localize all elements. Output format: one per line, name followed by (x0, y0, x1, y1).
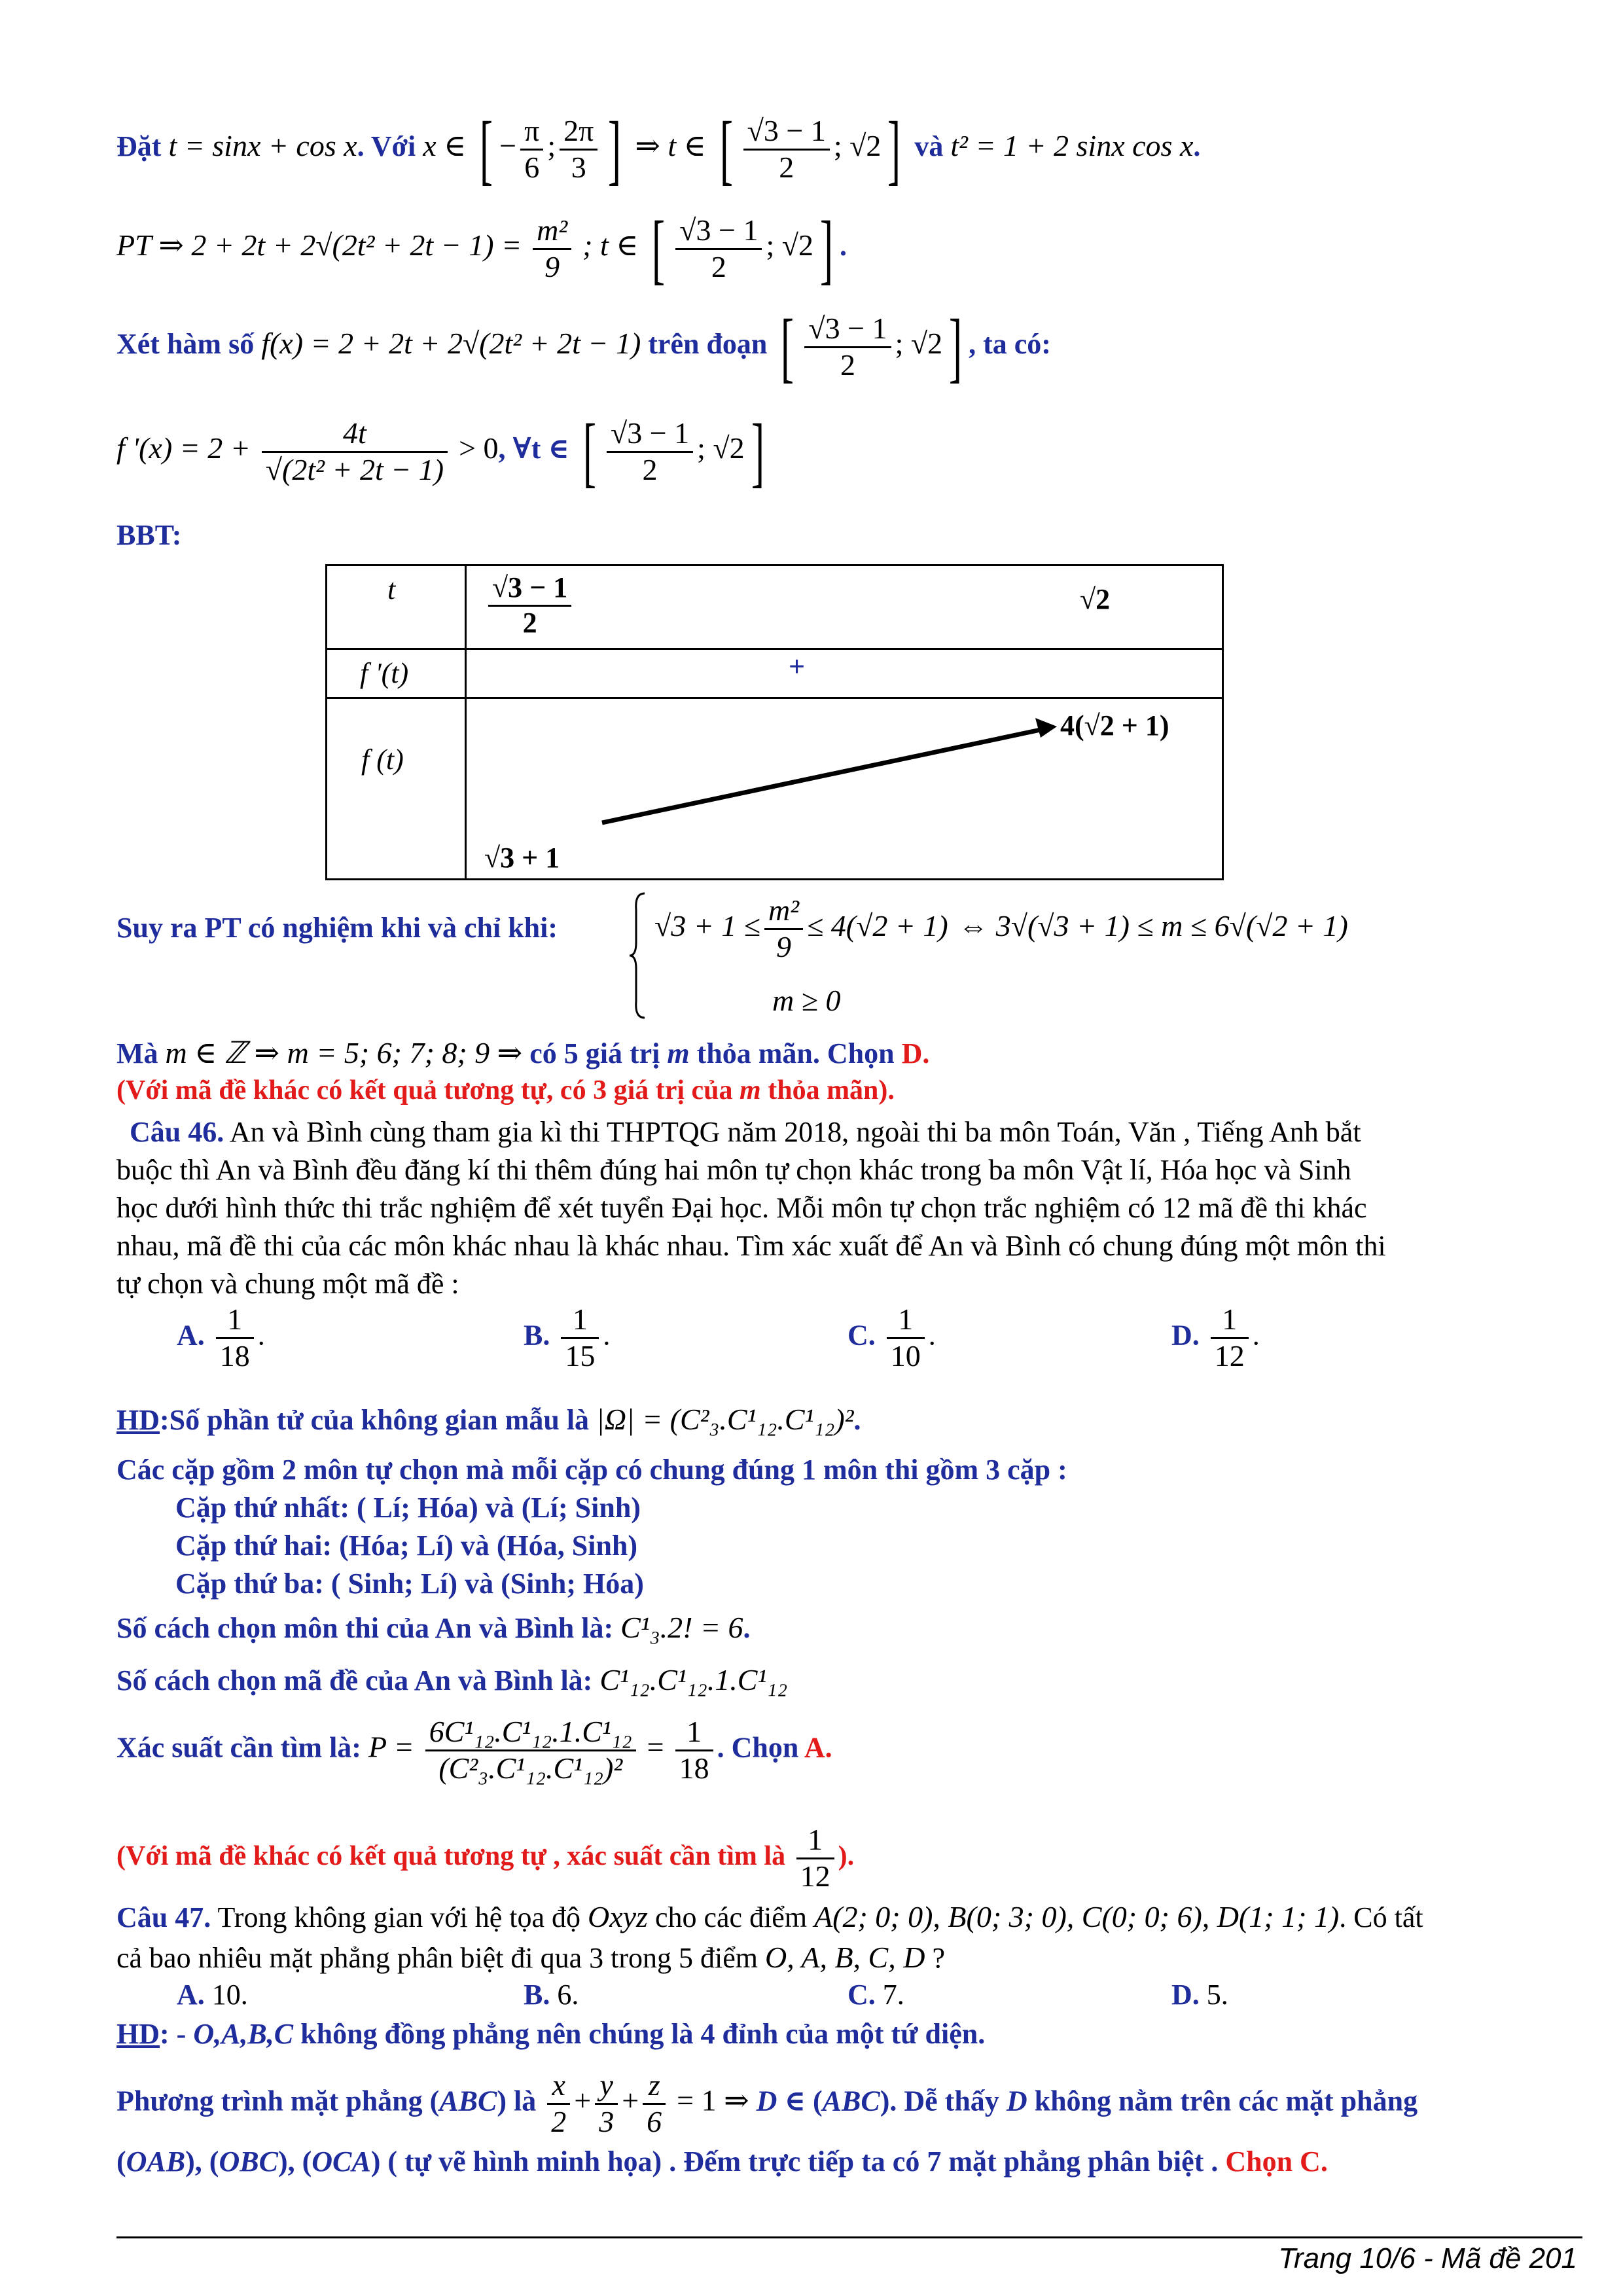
bbt-t-right: √2 (1080, 583, 1111, 615)
q46-hd3: Cặp thứ nhất: ( Lí; Hóa) và (Lí; Sinh) (175, 1492, 641, 1524)
system-result: ⇔ 3√(√3 + 1) ≤ m ≤ 6√(√2 + 1) (958, 908, 1348, 942)
bbt-header-fprime: f '(t) (360, 657, 409, 689)
formula: |Ω| = (C²₃.C¹₁₂.C¹₁₂)² (596, 1403, 854, 1436)
q46-hd2: Các cặp gồm 2 môn tự chọn mà mỗi cặp có chung đúng 1 môn thi gồm 3 cặp : (116, 1454, 1067, 1486)
q47-option-b[interactable]: B. 6. (524, 1979, 579, 2011)
increasing-arrow (327, 566, 1224, 880)
q46-line3: học dưới hình thức thi trắc nghiệm để xét tuyển Đại học. Mỗi môn tự chọn trắc nghiệm có 12 mã đề thi khác (116, 1192, 1367, 1224)
formula: C¹₁₂.C¹₁₂.1.C¹₁₂ (599, 1663, 788, 1696)
q46-option-d[interactable]: D. $\frac{1}{12}$ . (1171, 1302, 1260, 1372)
bbt-header-t: t (387, 573, 396, 605)
formula: f '(x) = 2 + (116, 431, 251, 465)
bbt-header-f: f (t) (361, 744, 404, 776)
q46-option-a[interactable]: A. $\frac{1}{18}$ . (177, 1302, 265, 1372)
formula: PT ⇒ 2 + 2t + 2√(2t² + 2t − 1) = (116, 228, 522, 262)
page-footer: Trang 10/6 - Mã đề 201 (1278, 2242, 1577, 2274)
system-ineq-1: √3 + 1 ≤ $\frac{\text{m²}}{9}$ ≤ 4(√2 + 1) ⇔ 3√(√3 + 1) ≤ m ≤ 6√(√2 + 1) (654, 893, 1348, 963)
q46-line1: Câu 46. An và Bình cùng tham gia kì thi THPTQG năm 2018, ngoài thi ba môn Toán, Văn , Tiếng Anh bắt (130, 1116, 1361, 1148)
system-ineq-2: m ≥ 0 (772, 984, 841, 1017)
text: trên đoạn (648, 328, 768, 361)
sol45-line3: Xét hàm số f(x) = 2 + 2t + 2√(2t² + 2t − 1) trên đoạn [ $\frac{√3 - 1}{2}$ ; √2] , ta có: (116, 303, 1051, 390)
q46-line5: tự chọn và chung một mã đề : (116, 1268, 459, 1300)
fraction: $\frac{\pi}{6}$ (520, 114, 543, 185)
bbt-t-left: $\frac{√3 - 1}{2}$ (484, 571, 575, 639)
fraction: $\frac{\text{m²}}{9}$ (533, 213, 571, 285)
sol45-note: (Với mã đề khác có kết quả tương tự, có 3 giá trị của m thỏa mãn). (116, 1075, 895, 1105)
text: và (914, 130, 944, 163)
sol45-line6: Mà m ∈ ℤ ⇒ m = 5; 6; 7; 8; 9 ⇒ có 5 giá trị m thỏa mãn. Chọn D. (116, 1036, 930, 1069)
question-label: Câu 47. (116, 1901, 211, 1933)
text: Đặt (116, 130, 162, 163)
formula: x ∈ (423, 129, 467, 163)
formula: ; t ∈ (582, 228, 639, 262)
q47-option-d[interactable]: D. 5. (1171, 1979, 1228, 2011)
answer: Chọn C. (1225, 2145, 1328, 2178)
fraction: $\frac{4t}{\text{√(2t² + 2t − 1)}}$ (262, 416, 448, 488)
q47-line2: cả bao nhiêu mặt phẳng phân biệt đi qua 3 trong 5 điểm O, A, B, C, D ? (116, 1941, 945, 1974)
fraction: $\frac{√3 - 1}{2}$ (804, 312, 891, 383)
text: Xét hàm số (116, 328, 255, 361)
bracket-open: [ (480, 105, 493, 192)
sol45-line5 (116, 903, 558, 944)
footer-rule (116, 2236, 1582, 2238)
fraction: $\frac{2\pi}{3}$ (560, 114, 597, 185)
formula: ⇒ t ∈ (635, 129, 706, 163)
variation-table (325, 564, 1224, 880)
q47-hd2: Phương trình mặt phẳng (ABC) là $\frac{x}{2}$ + $\frac{y}{3}$ + $\frac{z}{6}$ = 1 ⇒ D ∈ (ABC). Dễ thấy D không nằm trên các mặt phẳng (116, 2068, 1418, 2138)
q46-hd6: Số cách chọn môn thi của An và Bình là: C¹₃.2! = 6. (116, 1611, 751, 1644)
brace-icon (628, 890, 648, 1021)
q46-line2: buộc thì An và Bình đều đăng kí thi thêm đúng hai môn tự chọn khác trong ba môn Vật lí, Hóa học và Sinh (116, 1154, 1351, 1186)
text: Suy ra PT có nghiệm khi và chỉ khi: (116, 912, 558, 944)
q46-hd7: Số cách chọn mã đề của An và Bình là: C¹₁₂.C¹₁₂.1.C¹₁₂ (116, 1663, 788, 1696)
formula: t² = 1 + 2 sinx cos x (950, 129, 1194, 163)
sol45-line2: PT ⇒ 2 + 2t + 2√(2t² + 2t − 1) = $\frac{\text{m²}}{9}$ ; t ∈ [ $\frac{√3 - 1}{2}$ ; √2] . (116, 205, 847, 292)
bbt-f-bottom: √3 + 1 (484, 842, 560, 874)
formula: t = sinx + cos x (168, 129, 357, 163)
question-label: Câu 46. (130, 1116, 224, 1148)
text: . Với (357, 130, 416, 163)
q46-note: (Với mã đề khác có kết quả tương tự , xác suất cần tìm là $\frac{1}{12}$ ). (116, 1823, 855, 1893)
answer: D. (901, 1037, 930, 1069)
q46-option-c[interactable]: C. $\frac{1}{10}$ . (847, 1302, 936, 1372)
q47-hd1: HD: - O,A,B,C không đồng phẳng nên chúng là 4 đỉnh của một tứ diện. (116, 2018, 986, 2050)
sol45-line4: f '(x) = 2 + $\frac{4t}{\text{√(2t² + 2t − 1)}}$ > 0, ∀t ∈ [ $\frac{√3 - 1}{2}$ ; √2] (116, 408, 764, 495)
q46-hd1: HD:Số phần tử của không gian mẫu là |Ω| = (C²₃.C¹₁₂.C¹₁₂)². (116, 1403, 861, 1436)
fraction: $\frac{1}{18}$ (675, 1715, 713, 1786)
formula: f(x) = 2 + 2t + 2√(2t² + 2t − 1) (261, 327, 641, 361)
formula: C¹₃.2! = 6 (620, 1611, 743, 1644)
q47-option-a[interactable]: A. 10. (177, 1979, 248, 2011)
sol45-line1: Đặt t = sinx + cos x. Với x ∈ [ − $\frac{\pi}{6}$ ; $\frac{2\pi}{3}$ ] ⇒ t ∈ [ $\frac{√3 - 1}{2}$ ; √2] và t² = 1 + 2 sinx cos x. (116, 105, 1201, 192)
q47-option-c[interactable]: C. 7. (847, 1979, 904, 2011)
q47-line1: Câu 47. Trong không gian với hệ tọa độ Oxyz cho các điểm A(2; 0; 0), B(0; 3; 0), C(0; 0; 6), D(1; 1; 1). Có tất (116, 1900, 1423, 1933)
q46-hd8: Xác suất cần tìm là: P = $\frac{\text{6C¹₁₂.C¹₁₂.1.C¹₁₂}}{\text{(C²₃.C¹₁₂.C¹₁₂)²}}$ = $\frac{1}{18}$ . Chọn A. (116, 1715, 832, 1785)
fraction: $\frac{√3 - 1}{2}$ (675, 213, 762, 285)
answer: A. (804, 1731, 832, 1764)
q46-line4: nhau, mã đề thi của các môn khác nhau là khác nhau. Tìm xác xuất để An và Bình có chung đúng một môn thi (116, 1230, 1386, 1262)
fraction: $\frac{√3 - 1}{2}$ (607, 416, 693, 488)
formula: m ∈ ℤ ⇒ m = 5; 6; 7; 8; 9 ⇒ (165, 1036, 523, 1069)
q46-hd5: Cặp thứ ba: ( Sinh; Lí) và (Sinh; Hóa) (175, 1568, 644, 1600)
q46-hd4: Cặp thứ hai: (Hóa; Lí) và (Hóa, Sinh) (175, 1530, 638, 1562)
bbt-label: BBT: (116, 519, 182, 551)
q46-option-b[interactable]: B. $\frac{1}{15}$ . (524, 1302, 611, 1372)
bbt-f-top: 4(√2 + 1) (1060, 709, 1169, 742)
q47-hd3: (OAB), (OBC), (OCA) ( tự vẽ hình minh họa) . Đếm trực tiếp ta có 7 mặt phẳng phân biệt . Chọn C. (116, 2145, 1328, 2178)
bbt-sign: + (789, 651, 806, 683)
fraction: $\frac{√3 - 1}{2}$ (743, 114, 830, 185)
fraction: $\frac{\text{6C¹₁₂.C¹₁₂.1.C¹₁₂}}{\text{(C²₃.C¹₁₂.C¹₁₂)²}}$ (425, 1715, 636, 1786)
